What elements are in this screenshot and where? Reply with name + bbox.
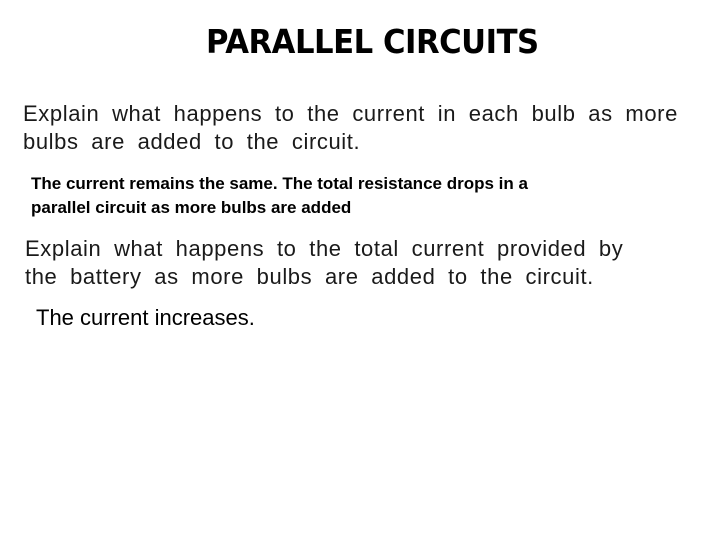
- question-2-line-1: Explain what happens to the total current provided by: [25, 236, 624, 261]
- question-2-line-2: the battery as more bulbs are added to the circuit.: [25, 264, 594, 289]
- answer-1-line-2: parallel circuit as more bulbs are added: [31, 198, 352, 217]
- question-1: [23, 100, 678, 156]
- slide-title: PARALLEL CIRCUITS: [206, 22, 539, 61]
- answer-1-line-1: The current remains the same. The total resistance drops in a: [31, 174, 528, 193]
- question-1-line-1: Explain what happens to the current in each bulb as more: [23, 101, 678, 126]
- question-2: [25, 235, 623, 291]
- answer-1: [31, 172, 528, 220]
- answer-2: The current increases.: [36, 305, 255, 330]
- question-1-line-2: bulbs are added to the circuit.: [23, 129, 361, 154]
